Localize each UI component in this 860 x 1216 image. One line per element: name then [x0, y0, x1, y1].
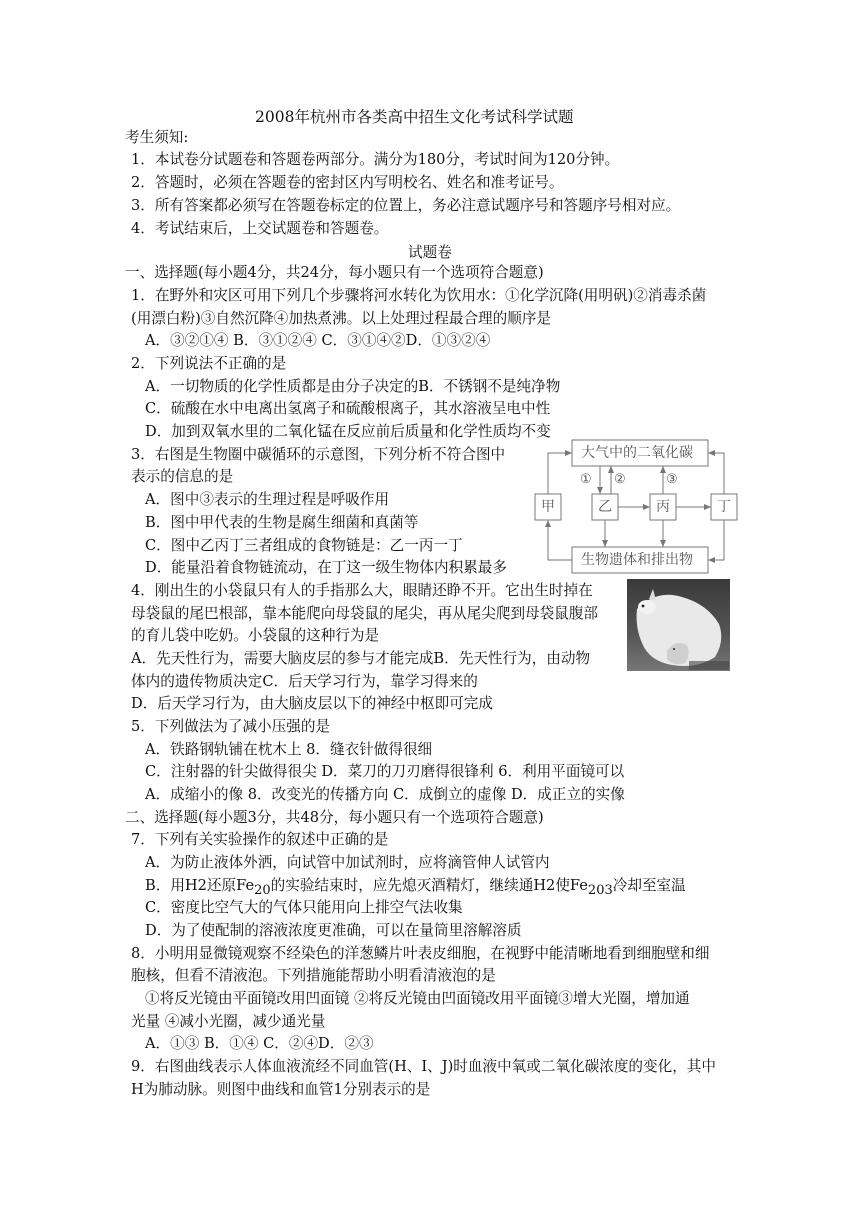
q6-options: A．成缩小的像 8．改变光的传播方向 C．成倒立的虚像 D．成正立的实像 [145, 786, 625, 803]
part-heading: 一、选择题(每小题4分，共24分，每小题只有一个选项符合题意) [125, 264, 544, 281]
q2-stem: 2．下列说法不正确的是 [131, 355, 287, 372]
q9-stem: H为肺动脉。则图中曲线和血管1分别表示的是 [131, 1081, 431, 1098]
notice-heading: 考生须知: [125, 129, 189, 146]
q7-option-c: C．密度比空气大的气体只能用向上排空气法收集 [145, 899, 463, 916]
kangaroo-photo [627, 579, 730, 671]
page-title: 2008年杭州市各类高中招生文化考试科学试题 [255, 108, 574, 126]
q1-options: A．③②①④ B．③①②④ C．③①④②D．①③②④ [145, 332, 491, 349]
q3-option-b: B．图中甲代表的生物是腐生细菌和真菌等 [145, 514, 419, 531]
q4-stem: 4．刚出生的小袋鼠只有人的手指那么大，眼睛还睁不开。它出生时掉在 [131, 582, 593, 599]
notice-item: 4．考试结束后，上交试题卷和答题卷。 [131, 220, 389, 237]
q5-options: C．注射器的针尖做得很尖 D．菜刀的刀刃磨得很锋利 6．利用平面镜可以 [145, 763, 625, 780]
q4-stem: 的育儿袋中吃奶。小袋鼠的这种行为是 [131, 627, 380, 644]
q8-measures: 光量 ④减小光圈，减少通光量 [131, 1013, 326, 1030]
q7-stem: 7．下列有关实验操作的叙述中正确的是 [131, 831, 389, 848]
q7-option-b: B．用H2还原$Fe_{20}$的实验结束时，应先熄灭酒精灯，继续通H2使$Fe_{203}$冷却至室温 [145, 877, 686, 898]
q3-option-a: A．图中③表示的生理过程是呼吸作用 [145, 491, 390, 508]
q8-options: A．①③ B．①④ C．②④D．②③ [145, 1035, 374, 1052]
q5-stem: 5．下列做法为了减小压强的是 [131, 718, 331, 735]
diagram-bing: 丙 [656, 499, 670, 515]
q1-stem: (用漂白粉)③自然沉降④加热煮沸。以上处理过程最合理的顺序是 [131, 310, 552, 327]
diagram-remains-excreta: 生物遗体和排出物 [581, 552, 693, 568]
part-heading: 二、选择题(每小题3分，共48分，每小题只有一个选项符合题意) [125, 809, 544, 826]
q3-option-c: C．图中乙丙丁三者组成的食物链是：乙一丙一丁 [145, 537, 463, 554]
q3-stem: 3．右图是生物圈中碳循环的示意图，下列分析不符合图中 [131, 446, 506, 463]
diagram-yi: 乙 [598, 499, 612, 515]
diagram-ding: 丁 [717, 499, 731, 515]
diagram-jia: 甲 [541, 499, 555, 515]
diagram-number-3: ③ [666, 472, 678, 487]
section-title: 试题卷 [408, 244, 452, 261]
diagram-atmosphere-co2: 大气中的二氧化碳 [581, 445, 693, 461]
diagram-number-2: ② [614, 472, 626, 487]
q4-options: 体内的遗传物质决定C．后天学习行为，靠学习得来的 [131, 673, 478, 690]
notice-item: 2．答题时，必须在答题卷的密封区内写明校名、姓名和准考证号。 [131, 174, 564, 191]
q8-measures: ①将反光镜由平面镜改用凹面镜 ②将反光镜由凹面镜改用平面镜③增大光圈，增加通 [145, 990, 690, 1007]
notice-item: 1．本试卷分试题卷和答题卷两部分。满分为180分，考试时间为120分钟。 [131, 151, 620, 168]
q8-stem: 8．小明用显微镜观察不经染色的洋葱鳞片叶表皮细胞，在视野中能清晰地看到细胞壁和细 [131, 945, 710, 962]
kangaroo-photo-image [627, 579, 730, 671]
q2-option-c: C．硫酸在水中电离出氢离子和硫酸根离子，其水溶液呈电中性 [145, 400, 551, 417]
q3-stem: 表示的信息的是 [131, 468, 234, 485]
q7-option-a: A．为防止液体外洒，向试管中加试剂时，应将滴管伸人试管内 [145, 854, 550, 871]
notice-item: 3．所有答案都必须写在答题卷标定的位置上，务必注意试题序号和答题序号相对应。 [131, 197, 681, 214]
diagram-number-1: ① [580, 472, 592, 487]
q4-options: A．先天性行为，需要大脑皮层的参与才能完成B．先天性行为，由动物 [131, 650, 591, 667]
q7-option-d: D．为了使配制的溶液浓度更准确，可以在量筒里溶解溶质 [145, 922, 522, 939]
q4-options: D．后天学习行为，由大脑皮层以下的神经中枢即可完成 [131, 695, 493, 712]
q9-stem: 9．右图曲线表示人体血液流经不同血管(H、I、J)时血液中氧或二氧化碳浓度的变化，其中 [131, 1058, 716, 1075]
q1-stem: 1．在野外和灾区可用下列几个步骤将河水转化为饮用水：①化学沉降(用明矾)②消毒杀菌 [131, 287, 707, 304]
carbon-cycle-diagram [530, 438, 766, 576]
q5-options: A．铁路钢轨铺在枕木上 8．缝衣针做得很细 [145, 741, 433, 758]
q2-option-d: D．加到双氧水里的二氧化锰在反应前后质量和化学性质均不变 [145, 423, 551, 440]
q8-stem: 胞核，但看不清液泡。下列措施能帮助小明看清液泡的是 [131, 967, 496, 984]
q4-stem: 母袋鼠的尾巴根部，靠本能爬向母袋鼠的尾尖，再从尾尖爬到母袋鼠腹部 [131, 605, 599, 622]
q3-option-d: D．能量沿着食物链流动，在丁这一级生物体内积累最多 [145, 559, 507, 576]
q2-option-a: A．一切物质的化学性质都是由分子决定的B．不锈钢不是纯净物 [145, 378, 561, 395]
